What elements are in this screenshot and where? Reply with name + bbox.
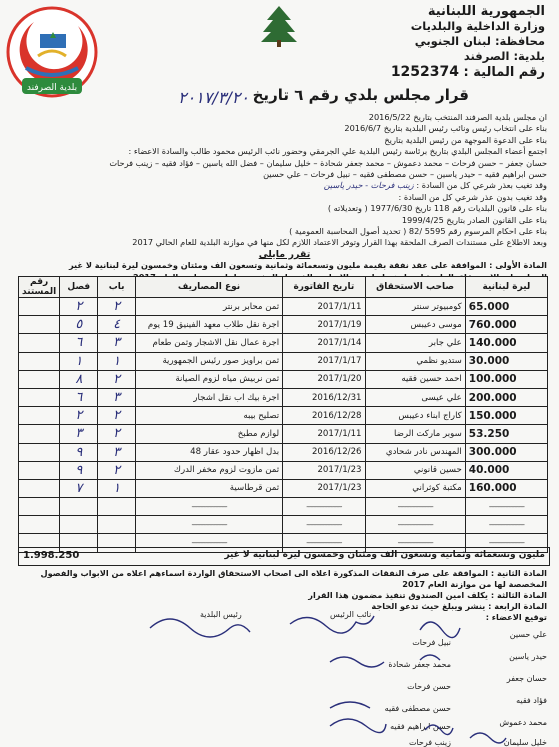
cell-fasl: ٦ — [60, 388, 98, 406]
cell-date: 2016/12/26 — [283, 443, 365, 461]
header-ministry: وزارة الداخلية والبلديات — [410, 19, 545, 33]
cell-bab: ٣ — [98, 443, 136, 461]
cell-amount: 100.000 — [465, 370, 547, 388]
financial-label: رقم المالية : — [463, 65, 545, 80]
subtitle: تقرر مايلي — [258, 248, 311, 260]
cell-payee: مكتبة كوثراني — [365, 479, 465, 497]
cell-type: ثمن محابر برنتر — [135, 298, 282, 316]
table-row — [19, 298, 548, 316]
cell-date: 2017/1/11 — [283, 298, 365, 316]
cell-amount: 53.250 — [465, 425, 547, 443]
cell-fasl: ٩ — [60, 443, 98, 461]
table-row — [19, 443, 548, 461]
sig-member: حسن ابراهيم فقيه — [390, 722, 451, 731]
col-doc-header: رقم المستند — [19, 277, 60, 298]
cell-payee: كاراج ابناء دعيبس — [365, 407, 465, 425]
preamble-line: وقد تغيب بعذر شرعي كل من السادة : زينب فرحات - حيدر ياسين — [323, 180, 547, 191]
cell-fasl: ٢ — [60, 298, 98, 316]
preamble-line: اجتمع أعضاء المجلس البلدي بتاريخ برئاسة رئيس البلدية علي الجرمقي وحضور نائب الرئيس محمود طالب والسادة الاعضاء : — [128, 146, 547, 157]
table-row — [19, 479, 548, 497]
col-bab-header: باب — [98, 277, 136, 298]
cell-fasl: ٧ — [60, 479, 98, 497]
col-date-header: تاريخ الفاتورة — [283, 277, 365, 298]
cell-doc — [19, 498, 60, 516]
cell-date: ----------------------- — [283, 516, 365, 534]
cell-type: ثمن نربيش مياه لزوم الصيانة — [135, 370, 282, 388]
cell-amount: 30.000 — [465, 352, 547, 370]
cell-payee: ----------------------- — [365, 534, 465, 552]
preamble-line: بناء على انتخاب رئيس ونائب رئيس البلدية بتاريخ 2016/6/7 — [344, 123, 547, 134]
cell-doc — [19, 334, 60, 352]
cell-amount: 140.000 — [465, 334, 547, 352]
cell-fasl: ٨ — [60, 370, 98, 388]
article-line: المادة الثانية : الموافقة على صرف النفقات المذكورة اعلاه الى اصحاب الاستحقاق الواردة اسماءهم اعلاه من الابواب والفصول — [40, 568, 547, 578]
cell-bab: ٣ — [98, 334, 136, 352]
cell-payee: ستديو نظمي — [365, 352, 465, 370]
col-amount-header: ليرة لبنانية — [465, 277, 547, 298]
table-row — [19, 334, 548, 352]
cell-fasl — [60, 498, 98, 516]
article-line: المادة الرابعة : ينشر ويبلغ حيث تدعو الحاجة — [371, 601, 547, 611]
cell-date: ----------------------- — [283, 534, 365, 552]
article-line: المادة الثالثة : يكلف امين الصندوق تنفيذ مضمون هذا القرار — [308, 590, 547, 600]
cell-date: 2017/1/23 — [283, 479, 365, 497]
article-1-line: المادة الأولى : الموافقة على عقد نفقة بقيمة مليون وتسعمائة وثمانية وتسعون الف ومئتان وخمسون ليرة لبنانية لا غير — [68, 260, 547, 271]
cell-type: ثمن مازوت لزوم مخفر الدرك — [135, 461, 282, 479]
cell-payee: علي عيسى — [365, 388, 465, 406]
sig-member: زينب فرحات — [408, 738, 451, 747]
cell-bab: ٤ — [98, 316, 136, 334]
cell-type: ثمن قرطاسية — [135, 479, 282, 497]
cell-payee: سوبر ماركت الرضا — [365, 425, 465, 443]
handwritten-signatures-icon — [0, 600, 559, 747]
sig-member: حسن مصطفى فقيه — [384, 704, 451, 713]
header-municipality: بلدية: الصرفند — [463, 49, 545, 63]
cell-date: 2017/1/11 — [283, 425, 365, 443]
cell-payee: ----------------------- — [365, 498, 465, 516]
cell-fasl: ٩ — [60, 461, 98, 479]
cell-type: اجرة عمال نقل الاشجار وثمن طعام — [135, 334, 282, 352]
preamble-line: بناء على قانون البلديات رقم 118 تاريخ 1977/6/30 ( وتعديلاته ) — [327, 203, 547, 214]
cell-doc — [19, 370, 60, 388]
cell-amount: 760.000 — [465, 316, 547, 334]
cell-doc — [19, 425, 60, 443]
cell-bab — [98, 516, 136, 534]
expenses-table — [18, 276, 548, 553]
cell-bab: ١ — [98, 479, 136, 497]
cell-type: لوازم مطبخ — [135, 425, 282, 443]
preamble-line: وبعد الاطلاع على مستندات الصرف الملحقة بهذا القرار وتوفر الاعتماد اللازم لكل منها في موازنة البلدية للعام الحالي 2017 — [132, 237, 547, 248]
table-row — [19, 370, 548, 388]
cell-amount: 300.000 — [465, 443, 547, 461]
sig-member: حيدر ياسين — [509, 652, 547, 661]
cell-type: ----------------------- — [135, 534, 282, 552]
col-type-header: نوع المصاريف — [135, 277, 282, 298]
total-text: مليون وتسعمائة وثمانية وتسعون الف ومئتان وخمسون ليرة لبنانية لا غير — [224, 550, 545, 560]
sig-member: خليل سليمان — [503, 738, 547, 747]
sig-deputy: نائب الرئيس — [330, 610, 372, 619]
cell-bab: ٢ — [98, 461, 136, 479]
cell-payee: حسين قانوني — [365, 461, 465, 479]
cell-payee: علي جابر — [365, 334, 465, 352]
cell-type: تصليح بيبه — [135, 407, 282, 425]
cell-payee: احمد حسين فقيه — [365, 370, 465, 388]
preamble-line: ان مجلس بلدية الصرفند المنتخب بتاريخ 2016/5/22 — [368, 112, 547, 122]
preamble-line: حسان جعفر – حسن فرحات – محمد دعموش – محمد جعفر شحادة – خليل سليمان – فضل الله ياسين – فؤاد فقيه – زينب فرحات — [109, 157, 547, 168]
logo-text: بلدية الصرفند — [26, 83, 78, 93]
cell-doc — [19, 388, 60, 406]
table-row — [19, 461, 548, 479]
sig-member: محمد دعموش — [499, 718, 547, 727]
article-line: المخصصة لها من موازنة العام 2017 — [402, 579, 547, 589]
cell-amount: 65.000 — [465, 298, 547, 316]
col-payee-header: صاحب الاستحقاق — [365, 277, 465, 298]
cell-amount: 200.000 — [465, 388, 547, 406]
cedar-icon — [257, 4, 301, 48]
signatures — [0, 600, 559, 747]
cell-fasl: ٣ — [60, 425, 98, 443]
cell-bab: ٢ — [98, 425, 136, 443]
cell-bab: ٣ — [98, 388, 136, 406]
cell-bab: ٢ — [98, 370, 136, 388]
col-fasl-header: فصل — [60, 277, 98, 298]
cell-date: 2017/1/19 — [283, 316, 365, 334]
table-row — [19, 407, 548, 425]
municipality-logo — [4, 4, 100, 104]
header-block — [345, 4, 545, 80]
table-row — [19, 388, 548, 406]
preamble-line: بناء على القانون الصادر بتاريخ 1999/4/25 — [401, 214, 547, 225]
cell-type: اجرة بيك اب نقل اشجار — [135, 388, 282, 406]
cell-payee: موسى دعيبس — [365, 316, 465, 334]
cell-bab: ٢ — [98, 407, 136, 425]
header-republic: الجمهورية اللبنانية — [427, 4, 545, 19]
cell-doc — [19, 461, 60, 479]
cell-bab: ٢ — [98, 298, 136, 316]
financial-number-line — [345, 65, 545, 80]
table-row — [19, 498, 548, 516]
cell-doc — [19, 316, 60, 334]
cell-date: 2017/1/23 — [283, 461, 365, 479]
handwritten-absent: زينب فرحات - حيدر ياسين — [323, 180, 414, 191]
total-amount: 1.998.250 — [23, 550, 80, 561]
sig-member: حسن فرحات — [407, 682, 451, 691]
cell-fasl: ٦ — [60, 334, 98, 352]
cell-fasl: ٢ — [60, 407, 98, 425]
cell-payee: ----------------------- — [365, 516, 465, 534]
cell-fasl: ٥ — [60, 316, 98, 334]
sig-member: محمد جعفر شحادة — [388, 660, 451, 669]
decision-title: قرار مجلس بلدي رقم ٦ تاريخ — [252, 86, 469, 104]
preamble-line: حسن ابراهيم فقيه – حيدر ياسين – حسن مصطفى فقيه – نبيل فرحات – علي حسين — [263, 169, 547, 180]
table-row — [19, 352, 548, 370]
preamble-line: بناء على الدعوة الموجهة من رئيس البلدية بتاريخ — [384, 134, 547, 145]
cell-doc — [19, 407, 60, 425]
cell-fasl: ١ — [60, 352, 98, 370]
cell-type: ----------------------- — [135, 516, 282, 534]
cell-type: ----------------------- — [135, 498, 282, 516]
cell-date: 2017/1/17 — [283, 352, 365, 370]
cell-doc — [19, 352, 60, 370]
preamble — [22, 112, 547, 283]
cell-bab — [98, 498, 136, 516]
cell-date: 2016/12/31 — [283, 388, 365, 406]
table-row — [19, 425, 548, 443]
cell-bab: ١ — [98, 352, 136, 370]
article-line: توقيع الاعضاء : — [485, 612, 547, 622]
cell-type: بدل اظهار حدود عقار 48 — [135, 443, 282, 461]
sig-member: نبيل فرحات — [412, 638, 451, 647]
cell-date: 2017/1/14 — [283, 334, 365, 352]
cell-fasl — [60, 516, 98, 534]
cell-amount: 160.000 — [465, 479, 547, 497]
cell-type: ثمن براويز صور رئيس الجمهورية — [135, 352, 282, 370]
table-row — [19, 316, 548, 334]
cell-payee: كومبيوتر سنتر — [365, 298, 465, 316]
header-governorate: محافظة: لبنان الجنوبي — [414, 34, 545, 48]
sig-mayor: رئيس البلدية — [200, 610, 242, 619]
cell-date: 2017/1/20 — [283, 370, 365, 388]
cell-amount: 150.000 — [465, 407, 547, 425]
preamble-line: بناء على احكام المرسوم رقم 5595 /82 ( تحديد أصول المحاسبة العمومية ) — [289, 226, 547, 237]
cell-doc — [19, 479, 60, 497]
cell-type: اجرة نقل طلاب معهد الفينيق 19 يوم — [135, 316, 282, 334]
sig-member: فؤاد فقيه — [516, 696, 547, 705]
table-header-row — [19, 277, 548, 298]
cell-date: ----------------------- — [283, 498, 365, 516]
cell-amount: 40.000 — [465, 461, 547, 479]
handwritten-date: ٢٠١٧/٣/٢٠ — [178, 88, 249, 107]
cell-doc — [19, 516, 60, 534]
cell-amount: ----------------------- — [465, 516, 547, 534]
total-row — [18, 547, 550, 566]
sig-member: علي حسين — [509, 630, 547, 639]
cell-amount: ----------------------- — [465, 498, 547, 516]
table-row — [19, 516, 548, 534]
cell-amount: ----------------------- — [465, 534, 547, 552]
cell-date: 2016/12/28 — [283, 407, 365, 425]
cell-doc — [19, 298, 60, 316]
cell-payee: المهندس نادر شحادي — [365, 443, 465, 461]
preamble-line: وقد تغيب بدون عذر شرعي كل من السادة : — [398, 191, 547, 202]
sig-member: حسان جعفر — [506, 674, 547, 683]
financial-number: 1252374 — [390, 64, 460, 80]
cell-doc — [19, 443, 60, 461]
